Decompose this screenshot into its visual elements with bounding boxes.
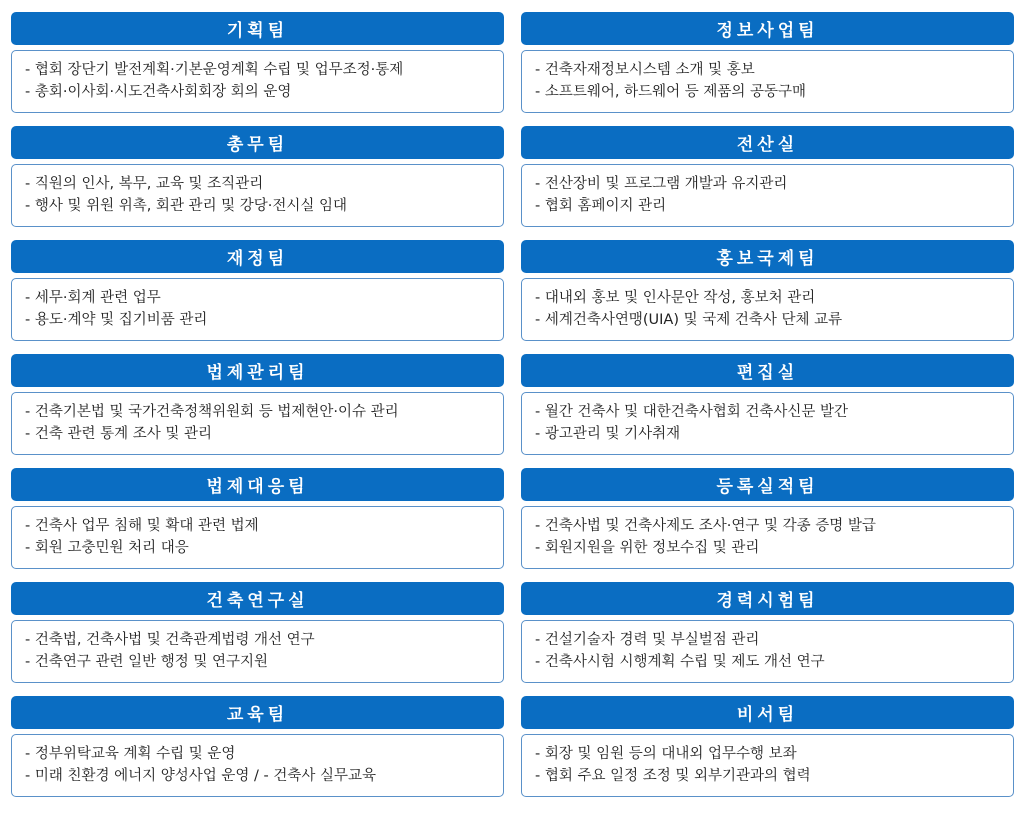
team-title: 전산실 xyxy=(521,126,1014,159)
duty-line: - 정부위탁교육 계획 수립 및 운영 xyxy=(25,746,236,762)
duty-line: - 용도·계약 및 집기비품 관리 xyxy=(25,312,208,328)
duty-line: - 협회 주요 일정 조정 및 외부기관과의 협력 xyxy=(535,768,811,784)
team-title: 교육팀 xyxy=(11,696,504,729)
team-card-pr-international xyxy=(521,240,1014,341)
team-card-architecture-research xyxy=(11,582,504,683)
team-title: 재정팀 xyxy=(11,240,504,273)
team-duties xyxy=(11,392,504,455)
team-duties xyxy=(11,50,504,113)
duty-line: - 직원의 인사, 복무, 교육 및 조직관리 xyxy=(25,176,264,192)
team-card-planning xyxy=(11,12,504,113)
team-title: 기획팀 xyxy=(11,12,504,45)
team-title: 홍보국제팀 xyxy=(521,240,1014,273)
duty-line: - 건축사 업무 침해 및 확대 관련 법제 xyxy=(25,518,259,534)
duty-line: - 세계건축사연맹(UIA) 및 국제 건축사 단체 교류 xyxy=(535,312,843,328)
duty-line: - 회원 고충민원 처리 대응 xyxy=(25,540,189,556)
duty-line: - 회장 및 임원 등의 대내외 업무수행 보좌 xyxy=(535,746,797,762)
duty-line: - 건축법, 건축사법 및 건축관계법령 개선 연구 xyxy=(25,632,315,648)
team-card-finance xyxy=(11,240,504,341)
duty-line: - 회원지원을 위한 정보수집 및 관리 xyxy=(535,540,760,556)
team-title: 총무팀 xyxy=(11,126,504,159)
team-card-registration xyxy=(521,468,1014,569)
team-card-info-business xyxy=(521,12,1014,113)
duty-line: - 건축자재정보시스템 소개 및 홍보 xyxy=(535,62,755,78)
duty-line: - 건축기본법 및 국가건축정책위원회 등 법제현안·이슈 관리 xyxy=(25,404,399,420)
duty-line: - 건축 관련 통계 조사 및 관리 xyxy=(25,426,212,442)
duty-line: - 행사 및 위원 위촉, 회관 관리 및 강당·전시실 임대 xyxy=(25,198,348,214)
team-card-editorial xyxy=(521,354,1014,455)
team-title: 건축연구실 xyxy=(11,582,504,615)
team-card-education xyxy=(11,696,504,797)
duty-line: - 월간 건축사 및 대한건축사협회 건축사신문 발간 xyxy=(535,404,849,420)
team-title: 법제대응팀 xyxy=(11,468,504,501)
duty-line: - 대내외 홍보 및 인사문안 작성, 홍보처 관리 xyxy=(535,290,816,306)
duty-line: - 건축사법 및 건축사제도 조사·연구 및 각종 증명 발급 xyxy=(535,518,876,534)
team-title: 비서팀 xyxy=(521,696,1014,729)
duty-line: - 건축연구 관련 일반 행정 및 연구지원 xyxy=(25,654,268,670)
team-card-general-affairs xyxy=(11,126,504,227)
team-duties xyxy=(521,734,1014,797)
duty-line: - 소프트웨어, 하드웨어 등 제품의 공동구매 xyxy=(535,84,807,100)
team-title: 정보사업팀 xyxy=(521,12,1014,45)
duty-line: - 총회·이사회·시도건축사회회장 회의 운영 xyxy=(25,84,292,100)
team-duties xyxy=(11,164,504,227)
team-duties xyxy=(521,392,1014,455)
team-card-computing xyxy=(521,126,1014,227)
duty-line: - 협회 홈페이지 관리 xyxy=(535,198,667,214)
team-duties xyxy=(11,734,504,797)
duty-line: - 미래 친환경 에너지 양성사업 운영 / - 건축사 실무교육 xyxy=(25,768,376,784)
team-duties xyxy=(521,278,1014,341)
team-card-legal-management xyxy=(11,354,504,455)
team-duties xyxy=(521,50,1014,113)
duty-line: - 세무·회계 관련 업무 xyxy=(25,290,161,306)
team-title: 법제관리팀 xyxy=(11,354,504,387)
duty-line: - 광고관리 및 기사취재 xyxy=(535,426,681,442)
duty-line: - 전산장비 및 프로그램 개발과 유지관리 xyxy=(535,176,788,192)
team-title: 경력시험팀 xyxy=(521,582,1014,615)
team-title: 등록실적팀 xyxy=(521,468,1014,501)
duty-line: - 협회 장단기 발전계획·기본운영계획 수립 및 업무조정·통제 xyxy=(25,62,404,78)
team-duties xyxy=(11,278,504,341)
duty-line: - 건설기술자 경력 및 부실벌점 관리 xyxy=(535,632,760,648)
team-card-secretary xyxy=(521,696,1014,797)
team-duties xyxy=(11,620,504,683)
team-duties xyxy=(521,620,1014,683)
team-card-legal-response xyxy=(11,468,504,569)
team-duties xyxy=(521,506,1014,569)
team-title: 편집실 xyxy=(521,354,1014,387)
team-duties xyxy=(11,506,504,569)
team-duties xyxy=(521,164,1014,227)
org-chart-grid xyxy=(11,12,1014,797)
team-card-career-exam xyxy=(521,582,1014,683)
duty-line: - 건축사시험 시행계획 수립 및 제도 개선 연구 xyxy=(535,654,825,670)
